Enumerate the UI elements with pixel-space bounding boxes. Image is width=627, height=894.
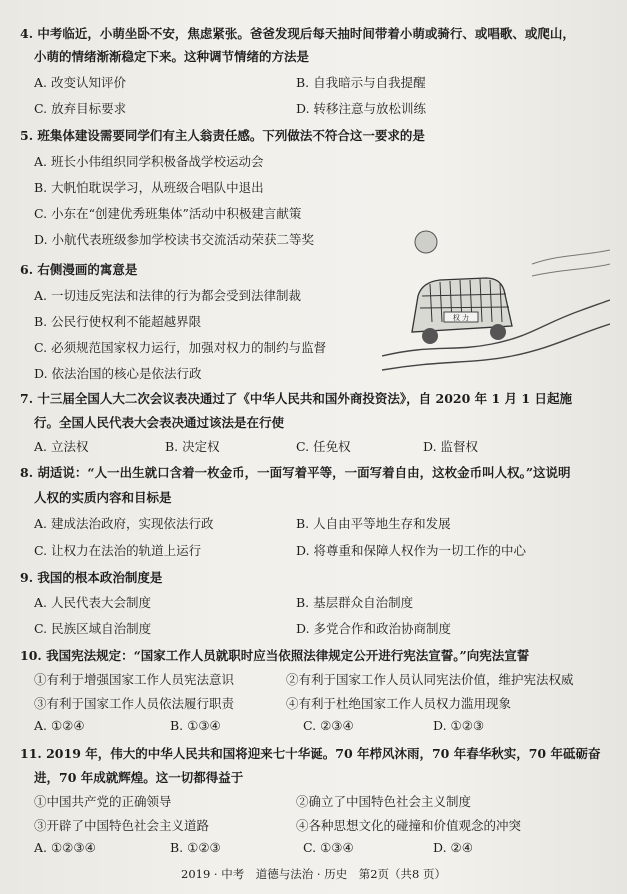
q8-stem-line1: 8. 胡适说：“人一出生就口含着一枚金币，一面写着平等，一面写着自由，这枚金币叫人权。”这说明 (20, 465, 571, 480)
q9-option-c: C. 民族区域自治制度 (34, 621, 152, 636)
q10-item-4: ④有利于杜绝国家工作人员权力滥用现象 (286, 696, 512, 711)
q10-option-a: A. ①②④ (34, 718, 85, 733)
q9-stem: 9. 我国的根本政治制度是 (20, 570, 163, 585)
q10-option-b: B. ①③④ (170, 718, 221, 733)
q11-stem-line2: 进，70 年成就辉煌。这一切都得益于 (34, 770, 244, 785)
cartoon-label: 权 力 (452, 314, 470, 322)
q4-option-c: C. 放弃目标要求 (34, 101, 127, 116)
q9-option-b: B. 基层群众自治制度 (296, 595, 414, 610)
q11-item-3: ③开辟了中国特色社会主义道路 (34, 818, 210, 833)
q8-option-d: D. 将尊重和保障人权作为一切工作的中心 (296, 543, 527, 558)
q5-stem: 5. 班集体建设需要同学们有主人翁责任感。下列做法不符合这一要求的是 (20, 128, 425, 143)
q11-option-c: C. ①③④ (303, 840, 354, 855)
car-icon (412, 278, 512, 344)
road-far-2 (532, 264, 610, 276)
q5-option-d: D. 小航代表班级参加学校读书交流活动荣获二等奖 (34, 232, 315, 247)
q6-option-a: A. 一切违反宪法和法律的行为都会受到法律制裁 (34, 288, 301, 303)
q7-option-d: D. 监督权 (423, 439, 479, 454)
q8-option-c: C. 让权力在法治的轨道上运行 (34, 543, 202, 558)
q11-item-2: ②确立了中国特色社会主义制度 (296, 794, 472, 809)
q6-stem: 6. 右侧漫画的寓意是 (20, 262, 138, 277)
q11-option-a: A. ①②③④ (34, 840, 96, 855)
q7-option-a: A. 立法权 (34, 439, 89, 454)
q7-stem-line2: 行。全国人民代表大会表决通过该法是在行使 (34, 415, 285, 430)
q10-option-d: D. ①②③ (433, 718, 485, 733)
q6-option-d: D. 依法治国的核心是依法行政 (34, 366, 202, 381)
q11-item-1: ①中国共产党的正确领导 (34, 794, 172, 809)
q10-item-3: ③有利于国家工作人员依法履行职责 (34, 696, 235, 711)
q10-item-2: ②有利于国家工作人员认同宪法价值，维护宪法权威 (286, 672, 574, 687)
q7-stem-line1: 7. 十三届全国人大二次会议表决通过了《中华人民共和国外商投资法》，自 2020 年 1 月 1 日起施 (20, 391, 572, 406)
q10-item-1: ①有利于增强国家工作人员宪法意识 (34, 672, 235, 687)
q5-option-a: A. 班长小伟组织同学积极备战学校运动会 (34, 154, 264, 169)
q11-stem-line1: 11. 2019 年，伟大的中华人民共和国将迎来七十华诞。70 年栉风沐雨，70 年春华秋实，70 年砥砺奋 (20, 746, 601, 761)
q11-option-d: D. ②④ (433, 840, 473, 855)
q8-option-a: A. 建成法治政府，实现依法行政 (34, 516, 214, 531)
q4-option-a: A. 改变认知评价 (34, 75, 126, 90)
q7-option-b: B. 决定权 (165, 439, 220, 454)
sun-icon (415, 231, 437, 253)
q4-stem-line1: 4. 中考临近，小萌坐卧不安，焦虑紧张。爸爸发现后每天抽时间带着小萌或骑行、或唱歌、或爬山， (20, 26, 575, 41)
q9-option-a: A. 人民代表大会制度 (34, 595, 151, 610)
q10-stem: 10. 我国宪法规定：“国家工作人员就职时应当依照法律规定公开进行宪法宣誓。”向宪法宣誓 (20, 648, 530, 663)
q10-option-c: C. ②③④ (303, 718, 354, 733)
q11-item-4: ④各种思想文化的碰撞和价值观念的冲突 (296, 818, 522, 833)
q4-option-b: B. 自我暗示与自我提醒 (296, 75, 426, 90)
page-footer: 2019 · 中考 道德与法治 · 历史 第2页（共8 页） (181, 867, 446, 881)
q5-option-c: C. 小东在“创建优秀班集体”活动中积极建言献策 (34, 206, 302, 221)
q4-stem-line2: 小萌的情绪渐渐稳定下来。这种调节情绪的方法是 (34, 49, 310, 64)
q6-option-c: C. 必须规范国家权力运行，加强对权力的制约与监督 (34, 340, 327, 355)
q4-option-d: D. 转移注意与放松训练 (296, 101, 427, 116)
road-far-1 (532, 250, 610, 264)
q9-option-d: D. 多党合作和政治协商制度 (296, 621, 452, 636)
q8-option-b: B. 人自由平等地生存和发展 (296, 516, 451, 531)
q6-option-b: B. 公民行使权利不能超越界限 (34, 314, 202, 329)
cartoon-caged-car (382, 224, 610, 374)
q5-option-b: B. 大帆怕耽误学习，从班级合唱队中退出 (34, 180, 264, 195)
q11-option-b: B. ①②③ (170, 840, 221, 855)
q8-stem-line2: 人权的实质内容和目标是 (34, 490, 172, 505)
q7-option-c: C. 任免权 (296, 439, 351, 454)
